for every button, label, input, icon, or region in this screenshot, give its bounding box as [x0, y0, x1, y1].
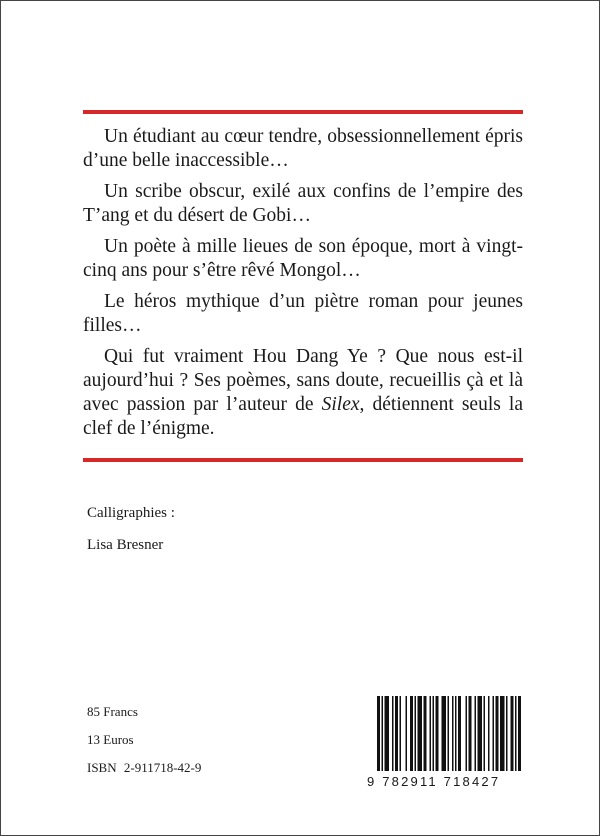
book-title-reference: Silex: [321, 394, 360, 415]
credits-label: Calligraphies :: [87, 505, 175, 521]
barcode-bar: [469, 696, 472, 771]
barcode-bar: [515, 696, 517, 771]
barcode-bar: [392, 696, 394, 771]
isbn-label: ISBN: [87, 760, 117, 775]
isbn: [87, 759, 205, 777]
blurb-paragraph: Le héros mythique d’un piètre roman pour jeunes filles…: [83, 291, 523, 336]
barcode-bar: [466, 696, 468, 771]
blurb-paragraph: Un scribe obscur, exilé aux confins de l’empire des T’ang et du désert de Gobi…: [83, 181, 523, 226]
barcode-bar: [448, 696, 450, 771]
barcode-number: 9 782911 718427: [367, 774, 501, 789]
barcode-bar: [400, 696, 402, 771]
barcode-bar: [458, 696, 461, 771]
barcode-bar: [415, 696, 417, 771]
barcode-bar: [488, 696, 490, 771]
price-euros: 13 Euros: [87, 732, 134, 747]
barcode-bar: [484, 696, 486, 771]
barcode-bar: [436, 696, 439, 771]
barcode-bar: [475, 696, 477, 771]
blurb-text: [83, 125, 523, 441]
price-francs: 85 Francs: [87, 704, 138, 719]
credits-name: Lisa Bresner: [87, 537, 164, 553]
barcode-bar: [395, 696, 398, 771]
blurb-paragraph-final: [83, 345, 523, 441]
barcode-bar: [518, 696, 521, 771]
barcode-bar: [377, 696, 380, 771]
barcode-bar: [506, 696, 508, 771]
barcode-bar: [418, 696, 423, 771]
barcode-bar: [406, 696, 408, 771]
barcode-bar: [442, 696, 447, 771]
barcode-bar: [500, 696, 505, 771]
barcode: [363, 684, 525, 796]
barcode-bars: [377, 696, 521, 771]
barcode-bar: [493, 696, 495, 771]
blurb-paragraph: Un étudiant au cœur tendre, obsessionnellement épris d’une belle inaccessible…: [83, 126, 523, 171]
barcode-bar: [430, 696, 432, 771]
blurb-text-after-title: , détiennent seuls la clef de l’énigme.: [83, 394, 523, 439]
barcode-bar: [496, 696, 499, 771]
credits: [87, 503, 175, 567]
price-info: [87, 703, 205, 787]
barcode-bar: [433, 696, 435, 771]
barcode-bar: [478, 696, 483, 771]
top-red-rule: [83, 110, 523, 114]
barcode-bar: [452, 696, 454, 771]
barcode-bar: [385, 696, 390, 771]
barcode-bar: [424, 696, 427, 771]
barcode-bar: [410, 696, 413, 771]
blurb-text-before-title: Qui fut vraiment Hou Dang Ye ? Que nous est-il aujourd’hui ? Ses poèmes, sans doute, recueillis çà et là avec passion par l’auteur de: [83, 346, 523, 415]
blurb-paragraph: Un poète à mille lieues de son époque, mort à vingt-cinq ans pour s’être rêvé Mongol…: [83, 236, 523, 281]
barcode-bar: [511, 696, 514, 771]
bottom-red-rule: [83, 458, 523, 462]
barcode-bar: [455, 696, 457, 771]
isbn-value: 2-911718-42-9: [123, 760, 202, 775]
barcode-bar: [382, 696, 384, 771]
